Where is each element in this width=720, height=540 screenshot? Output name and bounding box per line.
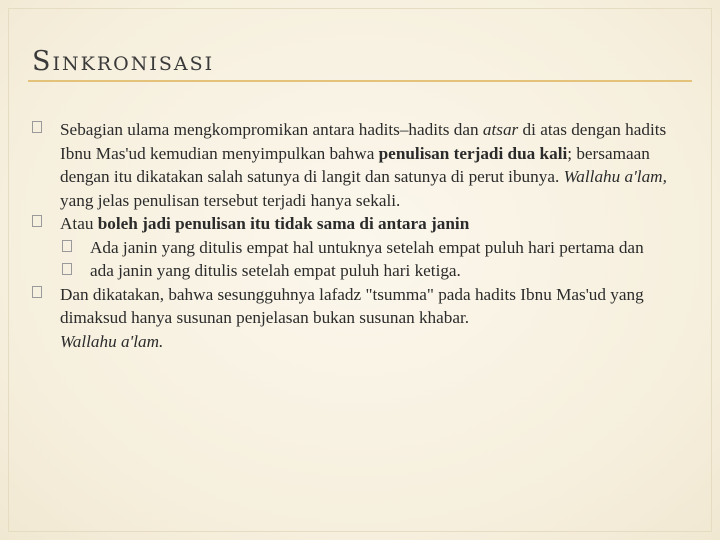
item-text: di atas dengan hadits Ibnu Mas'ud kemudian menyimpulkan bahwa: [60, 120, 667, 163]
sub-list-item: [32, 236, 692, 260]
sub-item-text: ada janin yang ditulis setelah empat puluh hari ketiga.: [90, 261, 461, 280]
slide-content: [32, 118, 692, 353]
list-item: [32, 283, 692, 354]
item-emphasis: atsar: [482, 120, 519, 139]
item-emphasis: Wallahu a'lam,: [563, 167, 667, 186]
square-bullet-icon: [32, 286, 42, 298]
item-bold: penulisan terjadi dua kali: [378, 143, 568, 163]
item-text: Dan dikatakan, bahwa sesungguhnya lafadz "tsumma" pada hadits Ibnu Mas'ud yang dimaksud hanya susunan penjelasan bukan susunan khabar.: [60, 284, 644, 327]
square-bullet-icon: [32, 121, 42, 133]
title-divider: [28, 80, 692, 82]
item-bold: boleh jadi penulisan itu tidak sama di antara janin: [97, 214, 470, 233]
item-text: Atau: [60, 214, 98, 233]
square-bullet-icon: [62, 240, 72, 252]
sub-item-text: Ada janin yang ditulis empat hal untuknya setelah empat puluh hari pertama dan: [90, 237, 644, 257]
item-emphasis: Wallahu a'lam.: [60, 331, 164, 351]
square-bullet-icon: [32, 215, 42, 227]
list-item: [32, 118, 692, 212]
page-title: Sinkronisasi: [32, 46, 215, 77]
item-text: yang jelas penulisan tersebut terjadi hanya sekali.: [60, 190, 401, 210]
sub-list-item: [32, 259, 692, 283]
item-text: Sebagian ulama mengkompromikan antara hadits–hadits dan: [60, 120, 483, 139]
list-item: [32, 212, 692, 236]
square-bullet-icon: [62, 263, 72, 275]
item-text: ; bersamaan dengan itu dikatakan salah satunya di langit dan satunya di perut ibunya.: [60, 143, 650, 186]
